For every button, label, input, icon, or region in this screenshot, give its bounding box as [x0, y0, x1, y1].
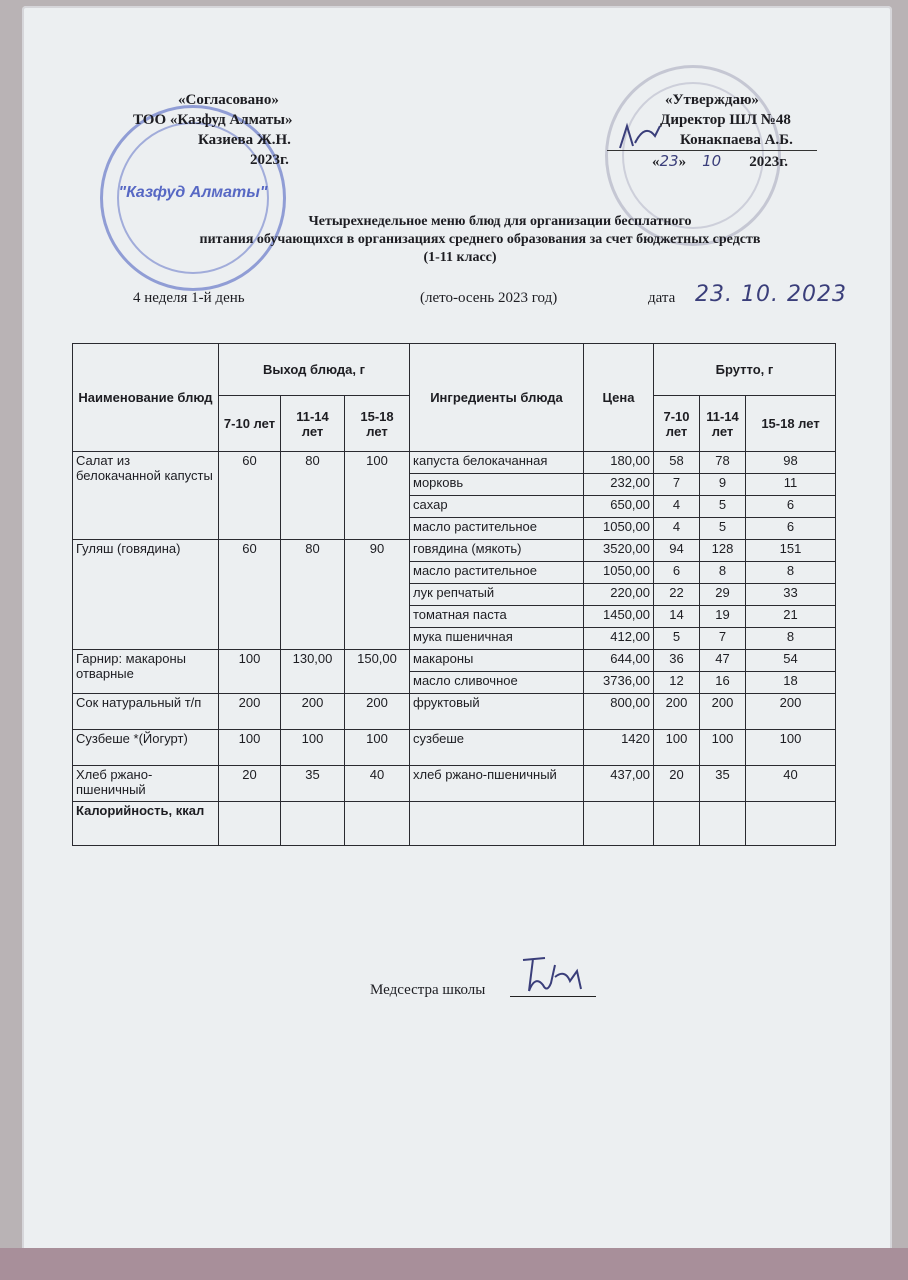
ingredient-price: 437,00 [584, 766, 654, 802]
menu-title-line2: питания обучающихся в организациях среднего образования за счет бюджетных средств [199, 232, 761, 247]
ingredient-gross: 5 [654, 628, 700, 650]
header-gross-age3: 15-18 лет [746, 396, 836, 452]
ingredient-gross: 6 [746, 496, 836, 518]
ingredient-gross: 78 [700, 452, 746, 474]
ingredient-gross: 33 [746, 584, 836, 606]
header-price: Цена [584, 344, 654, 452]
dish-output: 100 [281, 730, 345, 766]
ingredient-gross: 9 [700, 474, 746, 496]
dish-output: 150,00 [345, 650, 410, 694]
ingredient-gross: 94 [654, 540, 700, 562]
calories-cell [219, 802, 281, 846]
company-stamp-text: "Казфуд Алматы" [118, 184, 268, 201]
header-output-age3: 15-18 лет [345, 396, 410, 452]
ingredient-price: 1050,00 [584, 518, 654, 540]
ingredient-gross: 11 [746, 474, 836, 496]
header-gross-age2: 11-14 лет [700, 396, 746, 452]
table-row [73, 540, 836, 562]
calories-cell [345, 802, 410, 846]
ingredient-gross: 29 [700, 584, 746, 606]
calories-label: Калорийность, ккал [73, 802, 219, 846]
season: (лето-осень 2023 год) [420, 290, 558, 306]
ingredient-name: мука пшеничная [410, 628, 584, 650]
confirm-label: «Утверждаю» [665, 92, 759, 108]
director-name: Конакпаева А.Б. [680, 132, 793, 148]
ingredient-gross: 20 [654, 766, 700, 802]
ingredient-name: морковь [410, 474, 584, 496]
ingredient-gross: 100 [654, 730, 700, 766]
dish-output: 60 [219, 540, 281, 650]
dish-output: 100 [345, 730, 410, 766]
ingredient-gross: 8 [700, 562, 746, 584]
ingredient-gross: 200 [746, 694, 836, 730]
ingredient-price: 1450,00 [584, 606, 654, 628]
ingredient-gross: 5 [700, 518, 746, 540]
company-name: ТОО «Казфуд Алматы» [133, 112, 293, 128]
background-edge [0, 1248, 908, 1280]
ingredient-name: масло растительное [410, 562, 584, 584]
calories-cell [700, 802, 746, 846]
nurse-signature [515, 955, 590, 995]
ingredient-gross: 4 [654, 518, 700, 540]
dish-output: 90 [345, 540, 410, 650]
week-day: 4 неделя 1-й день [133, 290, 245, 306]
ingredient-gross: 100 [700, 730, 746, 766]
calories-cell [746, 802, 836, 846]
ingredient-gross: 40 [746, 766, 836, 802]
ingredient-price: 232,00 [584, 474, 654, 496]
approved-year: 2023г. [250, 152, 289, 168]
ingredient-name: сахар [410, 496, 584, 518]
ingredient-gross: 35 [700, 766, 746, 802]
header-gross: Брутто, г [654, 344, 836, 396]
ingredient-name: хлеб ржано-пшеничный [410, 766, 584, 802]
dish-output: 80 [281, 452, 345, 540]
dish-output: 80 [281, 540, 345, 650]
ingredient-name: макароны [410, 650, 584, 672]
ingredient-gross: 128 [700, 540, 746, 562]
ingredient-gross: 16 [700, 672, 746, 694]
ingredient-name: томатная паста [410, 606, 584, 628]
table-row [73, 730, 836, 766]
ingredient-gross: 58 [654, 452, 700, 474]
menu-table-wrap [72, 343, 836, 846]
confirm-date: «23» 10 2023г. [652, 152, 789, 170]
header-ingredients: Ингредиенты блюда [410, 344, 584, 452]
header-gross-age1: 7-10 лет [654, 396, 700, 452]
ingredient-name: фруктовый [410, 694, 584, 730]
dish-name: Салат из белокачанной капусты [73, 452, 219, 540]
ingredient-price: 220,00 [584, 584, 654, 606]
ingredient-gross: 8 [746, 562, 836, 584]
dish-name: Сузбеше *(Йогурт) [73, 730, 219, 766]
ingredient-price: 644,00 [584, 650, 654, 672]
dish-output: 200 [281, 694, 345, 730]
table-row [73, 694, 836, 730]
ingredient-gross: 200 [654, 694, 700, 730]
ingredient-price: 3520,00 [584, 540, 654, 562]
director-title: Директор ШЛ №48 [660, 112, 791, 128]
header-output-age1: 7-10 лет [219, 396, 281, 452]
dish-output: 200 [219, 694, 281, 730]
ingredient-price: 412,00 [584, 628, 654, 650]
ingredient-gross: 6 [654, 562, 700, 584]
menu-title-line1: Четырехнедельное меню блюд для организации бесплатного [308, 214, 692, 229]
table-row [73, 650, 836, 672]
dish-name: Гарнир: макароны отварные [73, 650, 219, 694]
ingredient-gross: 22 [654, 584, 700, 606]
ingredient-name: сузбеше [410, 730, 584, 766]
ingredient-name: говядина (мякоть) [410, 540, 584, 562]
dish-name: Сок натуральный т/п [73, 694, 219, 730]
table-row [73, 452, 836, 474]
calories-cell [654, 802, 700, 846]
nurse-signature-line [510, 996, 596, 997]
date-value: 23. 10. 2023 [695, 282, 847, 307]
date-label: дата [648, 290, 676, 306]
ingredient-gross: 19 [700, 606, 746, 628]
ingredient-gross: 4 [654, 496, 700, 518]
table-row [73, 766, 836, 802]
ingredient-name: масло сливочное [410, 672, 584, 694]
ingredient-name: капуста белокачанная [410, 452, 584, 474]
calories-cell [410, 802, 584, 846]
ingredient-gross: 7 [700, 628, 746, 650]
ingredient-price: 3736,00 [584, 672, 654, 694]
dish-output: 40 [345, 766, 410, 802]
ingredient-name: масло растительное [410, 518, 584, 540]
dish-name: Гуляш (говядина) [73, 540, 219, 650]
dish-output: 60 [219, 452, 281, 540]
ingredient-gross: 14 [654, 606, 700, 628]
confirm-month: 10 [702, 152, 722, 170]
ingredient-price: 180,00 [584, 452, 654, 474]
ingredient-gross: 6 [746, 518, 836, 540]
dish-output: 35 [281, 766, 345, 802]
calories-cell [281, 802, 345, 846]
ingredient-gross: 8 [746, 628, 836, 650]
ingredient-gross: 5 [700, 496, 746, 518]
header-output-age2: 11-14 лет [281, 396, 345, 452]
dish-output: 100 [345, 452, 410, 540]
ingredient-gross: 36 [654, 650, 700, 672]
menu-table-body [73, 452, 836, 802]
ingredient-gross: 21 [746, 606, 836, 628]
ingredient-price: 1420 [584, 730, 654, 766]
ingredient-gross: 151 [746, 540, 836, 562]
header-output: Выход блюда, г [219, 344, 410, 396]
ingredient-gross: 18 [746, 672, 836, 694]
dish-output: 20 [219, 766, 281, 802]
header-dish-name: Наименование блюд [73, 344, 219, 452]
ingredient-gross: 12 [654, 672, 700, 694]
company-rep-name: Казиева Ж.Н. [198, 132, 291, 148]
ingredient-gross: 7 [654, 474, 700, 496]
ingredient-price: 1050,00 [584, 562, 654, 584]
ingredient-gross: 100 [746, 730, 836, 766]
ingredient-name: лук репчатый [410, 584, 584, 606]
ingredient-price: 800,00 [584, 694, 654, 730]
dish-name: Хлеб ржано-пшеничный [73, 766, 219, 802]
dish-output: 200 [345, 694, 410, 730]
menu-table [72, 343, 836, 846]
ingredient-gross: 54 [746, 650, 836, 672]
ingredient-gross: 200 [700, 694, 746, 730]
approved-label: «Согласовано» [178, 92, 279, 108]
ingredient-gross: 98 [746, 452, 836, 474]
dish-output: 100 [219, 650, 281, 694]
confirm-day: 23 [659, 152, 679, 170]
dish-output: 130,00 [281, 650, 345, 694]
dish-output: 100 [219, 730, 281, 766]
menu-title-line3: (1-11 класс) [423, 250, 497, 265]
ingredient-gross: 47 [700, 650, 746, 672]
ingredient-price: 650,00 [584, 496, 654, 518]
calories-cell [584, 802, 654, 846]
nurse-label: Медсестра школы [370, 982, 486, 998]
